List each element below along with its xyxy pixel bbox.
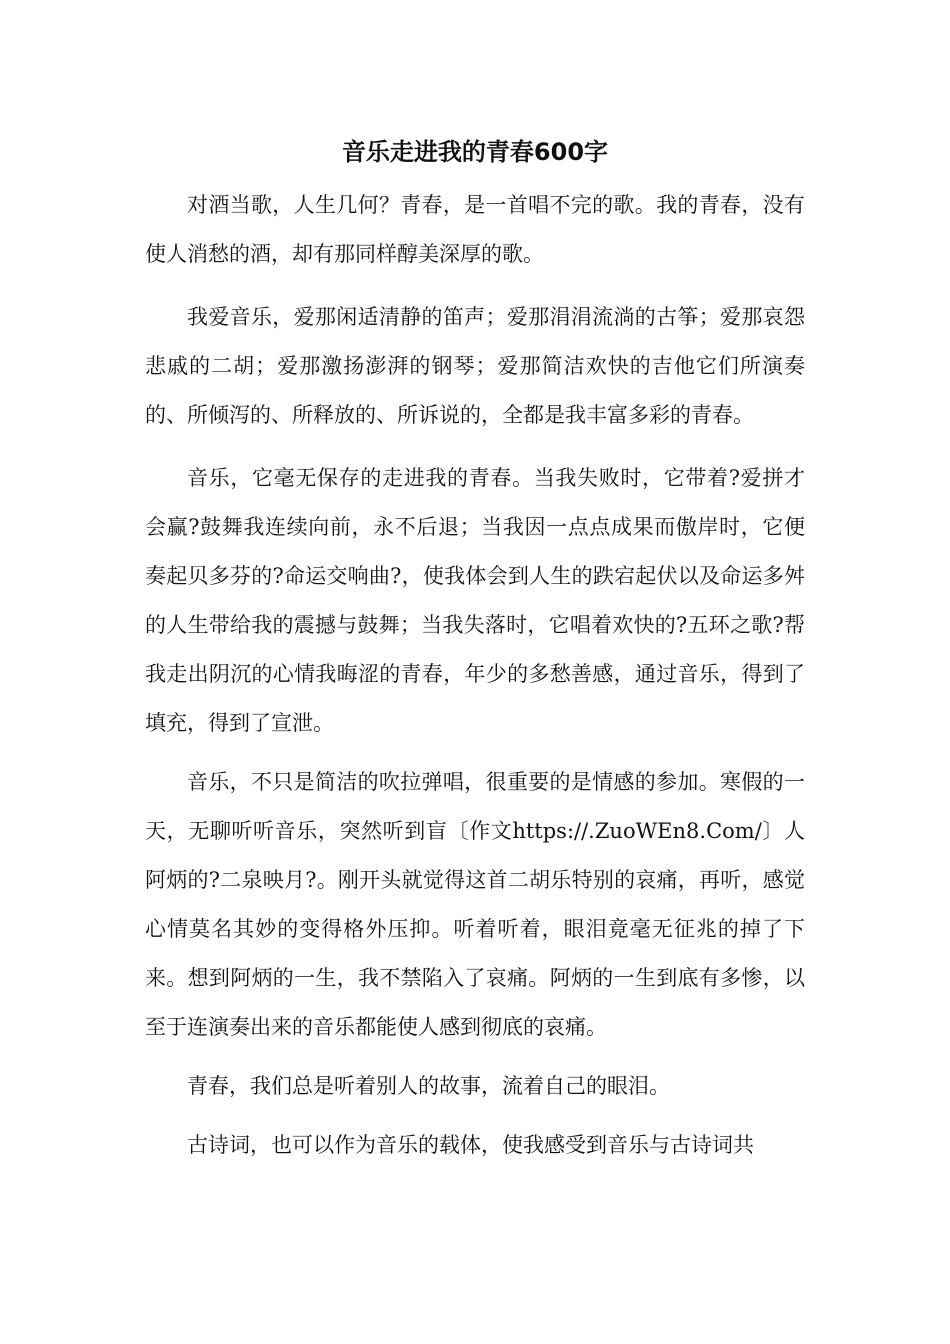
document-title: 音乐走进我的青春600字: [341, 138, 609, 166]
paragraph-2: 我爱音乐，爱那闲适清静的笛声；爱那涓涓流淌的古筝；爱那哀怨悲戚的二胡；爱那激扬澎湃的钢琴；爱那简洁欢快的吉他它们所演奏的、所倾泻的、所释放的、所诉说的，全都是我丰富多彩的青春。: [145, 305, 805, 427]
paragraph-5: 青春，我们总是听着别人的故事，流着自己的眼泪。: [187, 1074, 670, 1098]
paragraph-1: 对酒当歌，人生几何？青春，是一首唱不完的歌。我的青春，没有使人消愁的酒，却有那同样醇美深厚的歌。: [145, 193, 805, 266]
document-body: [145, 181, 805, 1170]
paragraph-4: 音乐，不只是简洁的吹拉弹唱，很重要的是情感的参加。寒假的一天，无聊听听音乐，突然听到盲〔作文https://.ZuoWEn8.Com/〕人阿炳的?二泉映月?。刚开头就觉得这首二胡乐特别的哀痛，再听，感觉心情莫名其妙的变得格外压抑。听着听着，眼泪竟毫无征兆的掉了下来。想到阿炳的一生，我不禁陷入了哀痛。阿炳的一生到底有多惨，以至于连演奏出来的音乐都能使人感到彻底的哀痛。: [145, 770, 805, 1039]
paragraph-6: 古诗词，也可以作为音乐的载体，使我感受到音乐与古诗词共: [187, 1133, 754, 1157]
paragraph-3: 音乐，它毫无保存的走进我的青春。当我失败时，它带着?爱拼才会赢?鼓舞我连续向前，永不后退；当我因一点点成果而傲岸时，它便奏起贝多芬的?命运交响曲?，使我体会到人生的跌宕起伏以及命运多舛的人生带给我的震撼与鼓舞；当我失落时，它唱着欢快的?五环之歌?帮我走出阴沉的心情我晦涩的青春，年少的多愁善感，通过音乐，得到了填充，得到了宣泄。: [145, 466, 805, 735]
